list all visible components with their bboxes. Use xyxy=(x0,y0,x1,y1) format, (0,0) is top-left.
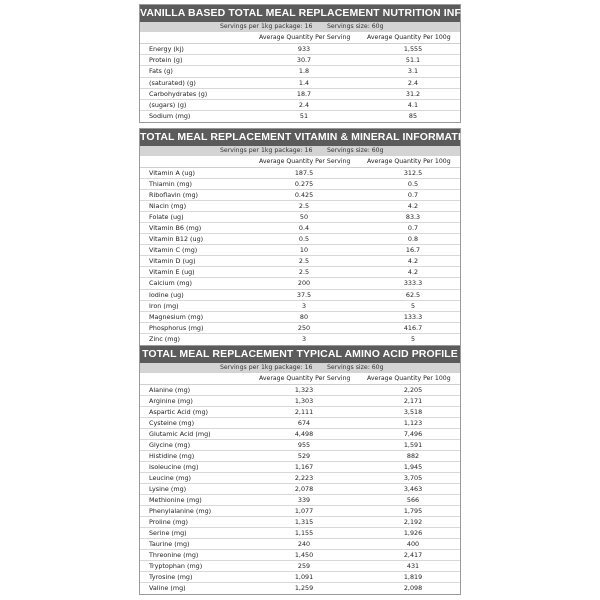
nutrient-name: Proline (mg) xyxy=(149,518,188,526)
serving-size: Servings size: 60g xyxy=(327,147,384,154)
amino-acid-profile-panel xyxy=(139,345,461,595)
nutrient-name: Leucine (mg) xyxy=(149,474,192,482)
per-serving-value: 1,167 xyxy=(294,463,314,471)
per-serving-value: 0.425 xyxy=(294,191,314,200)
panel-title: TOTAL MEAL REPLACEMENT VITAMIN & MINERAL INFORMATION xyxy=(140,129,460,146)
table-row xyxy=(140,429,460,440)
nutrient-name: Phenylalanine (mg) xyxy=(149,507,212,515)
per-100g-value: 400 xyxy=(406,540,420,548)
per-serving-value: 2.4 xyxy=(298,100,310,109)
nutrient-name: Vitamin D (ug) xyxy=(149,257,196,266)
nutrient-name: Phosphorus (mg) xyxy=(149,323,204,332)
per-100g-value: 133.3 xyxy=(403,312,423,321)
per-100g-value: 3,463 xyxy=(403,485,423,493)
serving-size: Servings size: 60g xyxy=(327,23,384,30)
table-row xyxy=(140,550,460,561)
table-row xyxy=(140,473,460,484)
servings-bar xyxy=(140,363,460,373)
nutrition-information-panel xyxy=(139,4,519,123)
table-row xyxy=(140,323,460,334)
table-row xyxy=(140,539,460,550)
nutrient-name: Carbohydrates (g) xyxy=(149,89,208,98)
nutrient-name: Alanine (mg) xyxy=(149,386,191,394)
per-serving-value: 1,091 xyxy=(294,573,314,581)
per-100g-value: 83.3 xyxy=(405,213,421,222)
table-row xyxy=(140,396,460,407)
per-100g-value: 62.5 xyxy=(405,290,421,299)
per-100g-value: 566 xyxy=(406,496,420,504)
table-row xyxy=(140,179,460,190)
per-100g-value: 882 xyxy=(406,452,420,460)
per-100g-value: 416.7 xyxy=(403,323,423,332)
nutrient-name: Methionine (mg) xyxy=(149,496,202,504)
servings-per-package: Servings per 1kg package: 16 xyxy=(220,147,313,154)
nutrient-name: Vitamin E (ug) xyxy=(149,268,195,277)
table-row xyxy=(140,234,460,245)
per-serving-value: 1,323 xyxy=(294,386,314,394)
nutrient-name: Aspartic Acid (mg) xyxy=(149,408,209,416)
nutrient-name: Vitamin B6 (mg) xyxy=(149,224,202,233)
nutrient-name: Glutamic Acid (mg) xyxy=(149,430,211,438)
table-row xyxy=(140,517,460,528)
servings-per-package: Servings per 1kg package: 16 xyxy=(220,23,313,30)
table-row xyxy=(140,484,460,495)
per-serving-value: 1.8 xyxy=(298,67,310,76)
nutrient-name: Thiamin (mg) xyxy=(149,180,192,189)
per-serving-value: 187.5 xyxy=(294,169,314,177)
per-100g-value: 5 xyxy=(410,301,416,310)
column-header-per-serving: Average Quantity Per Serving xyxy=(259,34,351,41)
table-row xyxy=(140,267,460,278)
table-row xyxy=(140,201,460,212)
per-100g-value: 4.2 xyxy=(407,268,419,277)
per-100g-value: 5 xyxy=(410,334,416,343)
per-100g-value: 0.8 xyxy=(407,235,419,244)
per-100g-value: 16.7 xyxy=(405,246,421,255)
per-serving-value: 2.5 xyxy=(298,202,310,211)
per-serving-value: 2,223 xyxy=(294,474,314,482)
table-row xyxy=(140,561,460,572)
per-serving-value: 955 xyxy=(297,441,311,449)
table-row xyxy=(140,440,460,451)
table-row xyxy=(140,190,460,201)
per-100g-value: 312.5 xyxy=(403,169,423,177)
per-100g-value: 2,171 xyxy=(403,397,423,405)
table-row xyxy=(140,168,460,179)
per-100g-value: 2,192 xyxy=(403,518,423,526)
per-serving-value: 250 xyxy=(297,323,311,332)
nutrient-name: Niacin (mg) xyxy=(149,202,187,211)
per-serving-value: 1.4 xyxy=(298,78,310,87)
nutrient-name: Vitamin B12 (ug) xyxy=(149,235,204,244)
nutrient-name: Threonine (mg) xyxy=(149,551,199,559)
per-serving-value: 1,077 xyxy=(294,507,314,515)
per-serving-value: 18.7 xyxy=(296,89,312,98)
nutrient-name: Vitamin C (mg) xyxy=(149,246,198,255)
per-serving-value: 0.275 xyxy=(294,180,314,189)
per-serving-value: 2.5 xyxy=(298,257,310,266)
nutrient-name: Isoleucine (mg) xyxy=(149,463,199,471)
nutrient-name: Protein (g) xyxy=(149,56,183,65)
nutrient-name: Sodium (mg) xyxy=(149,112,191,121)
table-row xyxy=(140,78,460,89)
vitamin-mineral-panel xyxy=(139,128,477,346)
column-header-per-serving: Average Quantity Per Serving xyxy=(259,158,351,165)
nutrient-name: Calcium (mg) xyxy=(149,279,193,288)
table-row xyxy=(140,223,460,234)
table-row xyxy=(140,256,460,267)
per-serving-value: 80 xyxy=(299,312,309,321)
per-100g-value: 431 xyxy=(406,562,420,570)
nutrient-name: Tyrosine (mg) xyxy=(149,573,193,581)
nutrient-name: Taurine (mg) xyxy=(149,540,190,548)
per-100g-value: 333.3 xyxy=(403,279,423,288)
table-row xyxy=(140,312,460,323)
per-100g-value: 0.7 xyxy=(407,224,419,233)
table-row xyxy=(140,278,460,289)
nutrient-name: Arginine (mg) xyxy=(149,397,193,405)
nutrient-name: Serine (mg) xyxy=(149,529,187,537)
per-100g-value: 4.2 xyxy=(407,202,419,211)
table-row xyxy=(140,451,460,462)
per-100g-value: 3,705 xyxy=(403,474,423,482)
per-100g-value: 85 xyxy=(408,112,418,121)
per-serving-value: 259 xyxy=(297,562,311,570)
per-serving-value: 1,303 xyxy=(294,397,314,405)
per-100g-value: 1,926 xyxy=(403,529,423,537)
table-row xyxy=(140,495,460,506)
table-row xyxy=(140,418,460,429)
nutrient-name: Zinc (mg) xyxy=(149,334,181,343)
table-row xyxy=(140,506,460,517)
per-100g-value: 1,591 xyxy=(403,441,423,449)
table-row xyxy=(140,334,460,345)
per-serving-value: 37.5 xyxy=(296,290,312,299)
per-100g-value: 2,205 xyxy=(403,386,423,394)
per-serving-value: 51 xyxy=(299,112,309,121)
column-header-per-100g: Average Quantity Per 100g xyxy=(367,34,451,41)
per-serving-value: 3 xyxy=(301,334,307,343)
nutrient-name: (sugars) (g) xyxy=(149,100,187,109)
per-serving-value: 30.7 xyxy=(296,56,312,65)
per-serving-value: 50 xyxy=(299,213,309,222)
per-100g-value: 0.5 xyxy=(407,180,419,189)
per-serving-value: 200 xyxy=(297,279,311,288)
per-100g-value: 7,496 xyxy=(403,430,423,438)
nutrient-name: Cysteine (mg) xyxy=(149,419,195,427)
per-100g-value: 3,518 xyxy=(403,408,423,416)
column-header-per-serving: Average Quantity Per Serving xyxy=(259,375,351,382)
per-100g-value: 4.2 xyxy=(407,257,419,266)
per-serving-value: 2,111 xyxy=(294,408,314,416)
per-serving-value: 1,155 xyxy=(294,529,314,537)
table-row xyxy=(140,44,460,55)
per-100g-value: 1,123 xyxy=(403,419,423,427)
per-100g-value: 0.7 xyxy=(407,191,419,200)
per-100g-value: 1,795 xyxy=(403,507,423,515)
per-serving-value: 0.4 xyxy=(298,224,310,233)
per-serving-value: 1,259 xyxy=(294,584,314,592)
per-serving-value: 0.5 xyxy=(298,235,310,244)
nutrient-name: Folate (ug) xyxy=(149,213,184,222)
nutrient-name: Iron (mg) xyxy=(149,301,179,310)
per-100g-value: 1,945 xyxy=(403,463,423,471)
column-headers xyxy=(140,156,460,168)
column-header-per-100g: Average Quantity Per 100g xyxy=(367,375,451,382)
nutrient-name: Glycine (mg) xyxy=(149,441,191,449)
table-row xyxy=(140,212,460,223)
nutrient-name: Fats (g) xyxy=(149,67,173,76)
nutrient-name: (saturated) (g) xyxy=(149,78,196,87)
nutrient-name: Energy (kj) xyxy=(149,45,184,53)
table-body xyxy=(140,44,460,122)
column-headers xyxy=(140,32,460,44)
per-100g-value: 2.4 xyxy=(407,78,419,87)
per-serving-value: 1,450 xyxy=(294,551,314,559)
per-100g-value: 4.1 xyxy=(407,100,419,109)
per-100g-value: 3.1 xyxy=(407,67,419,76)
table-row xyxy=(140,290,460,301)
table-row xyxy=(140,100,460,111)
serving-size: Servings size: 60g xyxy=(327,364,384,371)
column-headers xyxy=(140,373,460,385)
table-row xyxy=(140,583,460,594)
per-100g-value: 31.2 xyxy=(405,89,421,98)
per-serving-value: 933 xyxy=(297,45,311,53)
table-row xyxy=(140,462,460,473)
panel-title: TOTAL MEAL REPLACEMENT TYPICAL AMINO ACID PROFILE xyxy=(140,346,460,363)
table-body xyxy=(140,385,460,594)
table-row xyxy=(140,245,460,256)
per-100g-value: 2,098 xyxy=(403,584,423,592)
per-serving-value: 10 xyxy=(299,246,309,255)
per-100g-value: 51.1 xyxy=(405,56,421,65)
nutrient-name: Tryptophan (mg) xyxy=(149,562,203,570)
per-100g-value: 2,417 xyxy=(403,551,423,559)
table-body xyxy=(140,168,460,345)
nutrient-name: Valine (mg) xyxy=(149,584,186,592)
table-row xyxy=(140,385,460,396)
per-serving-value: 4,498 xyxy=(294,430,314,438)
servings-bar xyxy=(140,146,460,156)
nutrient-name: Iodine (ug) xyxy=(149,290,184,299)
per-serving-value: 1,315 xyxy=(294,518,314,526)
nutrient-name: Histidine (mg) xyxy=(149,452,195,460)
nutrient-name: Lysine (mg) xyxy=(149,485,187,493)
table-row xyxy=(140,528,460,539)
table-row xyxy=(140,66,460,77)
table-row xyxy=(140,111,460,122)
table-row xyxy=(140,55,460,66)
per-serving-value: 2.5 xyxy=(298,268,310,277)
nutrient-name: Magnesium (mg) xyxy=(149,312,204,321)
per-serving-value: 2,078 xyxy=(294,485,314,493)
table-row xyxy=(140,407,460,418)
nutrient-name: Vitamin A (ug) xyxy=(149,169,196,177)
table-row xyxy=(140,572,460,583)
per-serving-value: 3 xyxy=(301,301,307,310)
table-row xyxy=(140,301,460,312)
panel-title: VANILLA BASED TOTAL MEAL REPLACEMENT NUTRITION INFORMATION xyxy=(140,5,460,22)
per-100g-value: 1,555 xyxy=(403,45,423,53)
servings-bar xyxy=(140,22,460,32)
per-serving-value: 240 xyxy=(297,540,311,548)
servings-per-package: Servings per 1kg package: 16 xyxy=(220,364,313,371)
table-row xyxy=(140,89,460,100)
per-serving-value: 674 xyxy=(297,419,311,427)
per-serving-value: 529 xyxy=(297,452,311,460)
per-serving-value: 339 xyxy=(297,496,311,504)
nutrient-name: Riboflavin (mg) xyxy=(149,191,199,200)
per-100g-value: 1,819 xyxy=(403,573,423,581)
column-header-per-100g: Average Quantity Per 100g xyxy=(367,158,451,165)
